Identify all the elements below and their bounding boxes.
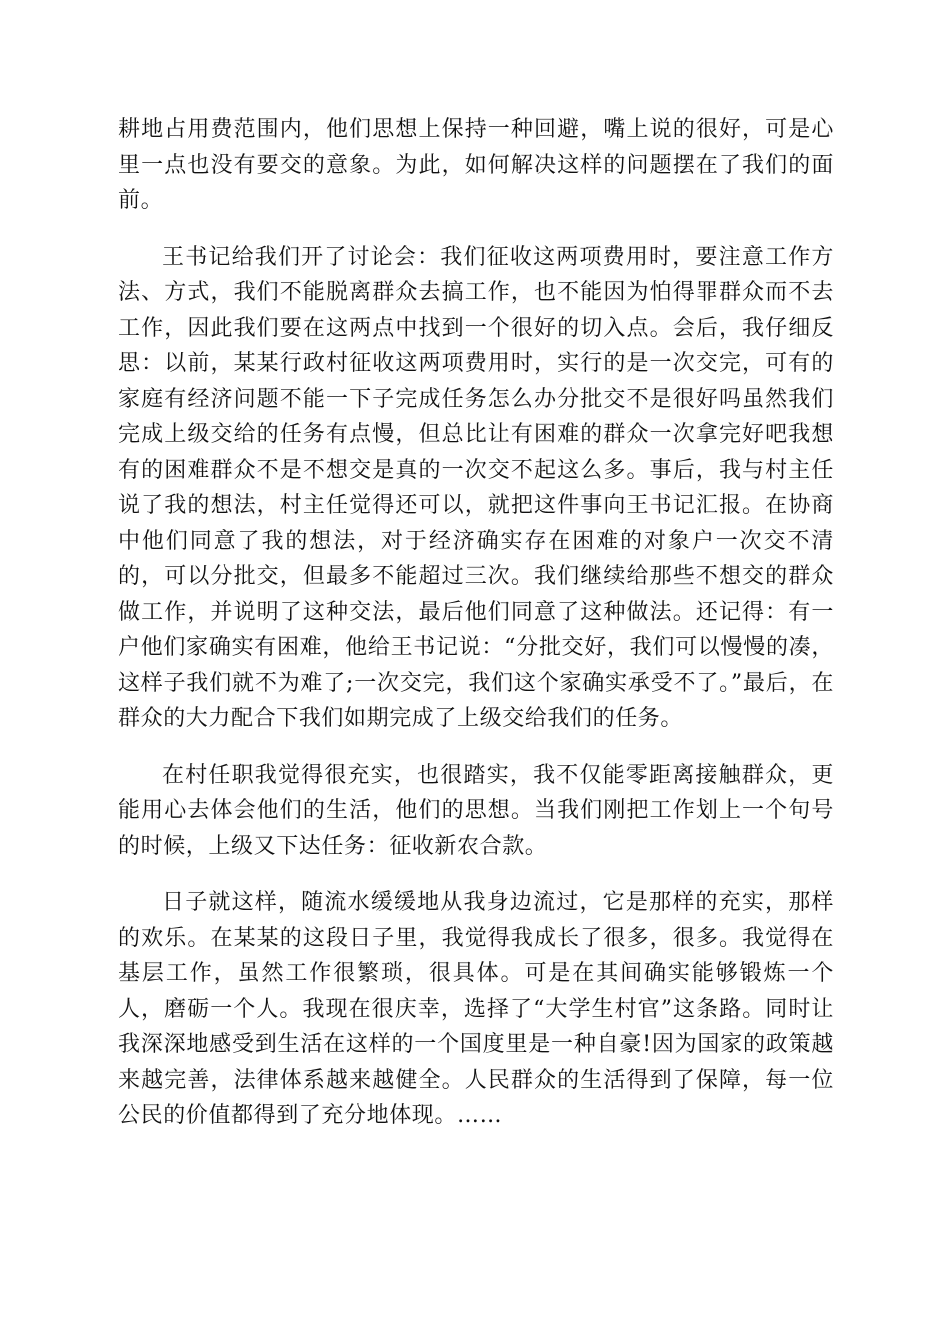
paragraph-village-work: 在村任职我觉得很充实，也很踏实，我不仅能零距离接触群众，更能用心去体会他们的生活，他们的思想。当我们刚把工作划上一个句号的时候，上级又下达任务：征收新农合款。	[118, 762, 834, 859]
paragraph-discussion-meeting: 王书记给我们开了讨论会：我们征收这两项费用时，要注意工作方法、方式，我们不能脱离群众去搞工作，也不能因为怕得罪群众而不去工作，因此我们要在这两点中找到一个很好的切入点。会后，我仔细反思：以前，某某行政村征收这两项费用时，实行的是一次交完，可有的家庭有经济问题不能一下子完成任务怎么办分批交不是很好吗虽然我们完成上级交给的任务有点慢，但总比让有困难的群众一次拿完好吧我想有的困难群众不是不想交是真的一次交不起这么多。事后，我与村主任说了我的想法，村主任觉得还可以，就把这件事向王书记汇报。在协商中他们同意了我的想法，对于经济确实存在困难的对象户一次交不清的，可以分批交，但最多不能超过三次。我们继续给那些不想交的群众做工作，并说明了这种交法，最后他们同意了这种做法。还记得：有一户他们家确实有困难，他给王书记说：“分批交好，我们可以慢慢的凑，这样子我们就不为难了;一次交完，我们这个家确实承受不了。”最后，在群众的大力配合下我们如期完成了上级交给我们的任务。	[118, 244, 834, 731]
document-body	[118, 112, 834, 1155]
paragraph-continuation: 耕地占用费范围内，他们思想上保持一种回避，嘴上说的很好，可是心里一点也没有要交的意象。为此，如何解决这样的问题摆在了我们的面前。	[118, 117, 834, 213]
paragraph-reflection: 日子就这样，随流水缓缓地从我身边流过，它是那样的充实，那样的欢乐。在某某的这段日子里，我觉得我成长了很多，很多。我觉得在基层工作，虽然工作很繁琐，很具体。可是在其间确实能够锻炼一个人，磨砺一个人。我现在很庆幸，选择了“大学生村官”这条路。同时让我深深地感受到生活在这样的一个国度里是一种自豪!因为国家的政策越来越完善，法律体系越来越健全。人民群众的生活得到了保障，每一位公民的价值都得到了充分地体现。……	[118, 890, 834, 1128]
